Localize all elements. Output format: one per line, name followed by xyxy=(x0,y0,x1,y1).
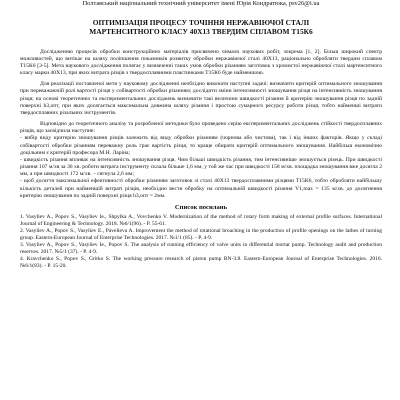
reference-item: 2. Vasyliev A., Popov S., Vasyliev E., Pavelieva A. Improvement the method of rotational broaching in the production of profile openings on the lathes of turning group. Eastern-European Journal of Enterprise Technologies. 2017. №1/1 (85). - P. 4-9. xyxy=(20,228,382,242)
running-head: Полтавський національний технічний університет імені Юрія Кондратюка, psv26@i.ua xyxy=(82,0,320,7)
reference-item: 1. Vasyliev A., Popov S., Vasyliev Ie., Shpylka A., Vovchenko V. Modernization of the method of rotary form making of external profile surfaces. International Journal of Engineering & Technology. 2018. №6/1(96). - P. 55-61. xyxy=(20,214,382,228)
reference-item: 4. Kravchenko S., Popov S., Gritko S. The working pressure research of piston pump RN-3.8. Eastern-European Journal of Enterprise Technologies. 2016. №6/1(83). - P. 15-20. xyxy=(20,256,382,270)
result-item-1: - вибір виду критерію зношування різців залежить від виду обробки різанням (чорнова або чистова), так і від інших факторів. Якщо у складі собівартості обробки різанням переважну роль грає вартість різця, то краще обирати критерій оптимального зношування. Найбільш економічно доцільним є критерій професора М.Н. Ларіна; xyxy=(20,135,382,156)
title-line-1: ОПТИМІЗАЦІЯ ПРОЦЕСУ ТОЧІННЯ НЕРЖАВІЮЧОЇ СТАЛІ xyxy=(92,18,310,28)
title-line-2: МАРТЕНСИТНОГО КЛАСУ 40Х13 ТВЕРДИМ СПЛАВОМ Т15К6 xyxy=(89,27,313,37)
result-item-3: - щоб досягти максимальної ефективності обробки різанням заготовок зі сталі 40Х13 твердосплавними різцями Т15К6, тобто обробляти найбільшу кількість деталей при найменшій витраті різців, необхідно вести обробку на оптимальній швидкості різання V1,max = 135 м/хв. до досягнення критерію зношування по задній поверхні різця h3,опт = 2мм. xyxy=(20,178,382,199)
tasks-paragraph: Для реалізації поставленої мети у науковому дослідженні необхідно виконати наступні задачі: визначити критерій оптимального зношування при переважаючій ролі вартості різця у собівартості обробки різанням; дослідити зміни інтенсивності зношування різця на інтенсивність зношування різця; на основі теоретичних та експериментальних досліджень визначити такі величини швидкості різання й критерію зношування різця по задній поверхні h3,опт, при яких досягається максимальна довжина шляху різання і простою сумарного ресурсу роботи різця, тобто найменші витрати твердосплавних різальних інструментів. xyxy=(20,81,382,116)
results-intro-paragraph: Відповідно до теоретичного аналізу та розробленої методики було проведено серію експериментальних досліджень стійкості твердосплавних різців, що засвідчила наступне: xyxy=(20,121,382,135)
paper-title xyxy=(20,18,382,37)
intro-paragraph: Дослідженню процесів обробки конструкційних матеріалів присвячено чимало наукових робіт, зокрема [1, 2]. Більш широкий спектр можливостей, що витікає на шляху поліпшення показників розвитку обробки нержавіючої сталі 40Х13, раціонально обробляти твердим сплавом Т15К6 [3-5]. Мета наукового дослідження полягає у визначенні таких умов обробки різанням заготовок з хромистої нержавіючої сталі мартенситного класу марки 40Х13, при яких витрата різців з твердосплавними пластинками Т15К6 буде найменшою. xyxy=(20,48,382,77)
reference-item: 3. Vasyliev A., Popov S., Vasyliev Ie., Popov S. The analysis of running efficiency of valve units in differential mortar pump. Technology audit and production reserves. 2017. №5/1 (37). - P. 4-9. xyxy=(20,242,382,256)
result-item-2: - швидкість різання впливає на інтенсивність зношування різця. Чим більші швидкість різання, тим інтенсивніше зношується різець. При швидкості різання 107 м/хв за 36 хв. роботи витрата інструменту склала більше 1,6 мм, у той же час при швидкості 158 м/хв. площадка зношування вже досягла 2 мм, а при швидкості 172 м/хв. – сягнула 2,6 мм; xyxy=(20,156,382,178)
references-heading: Список посилань xyxy=(174,203,228,211)
